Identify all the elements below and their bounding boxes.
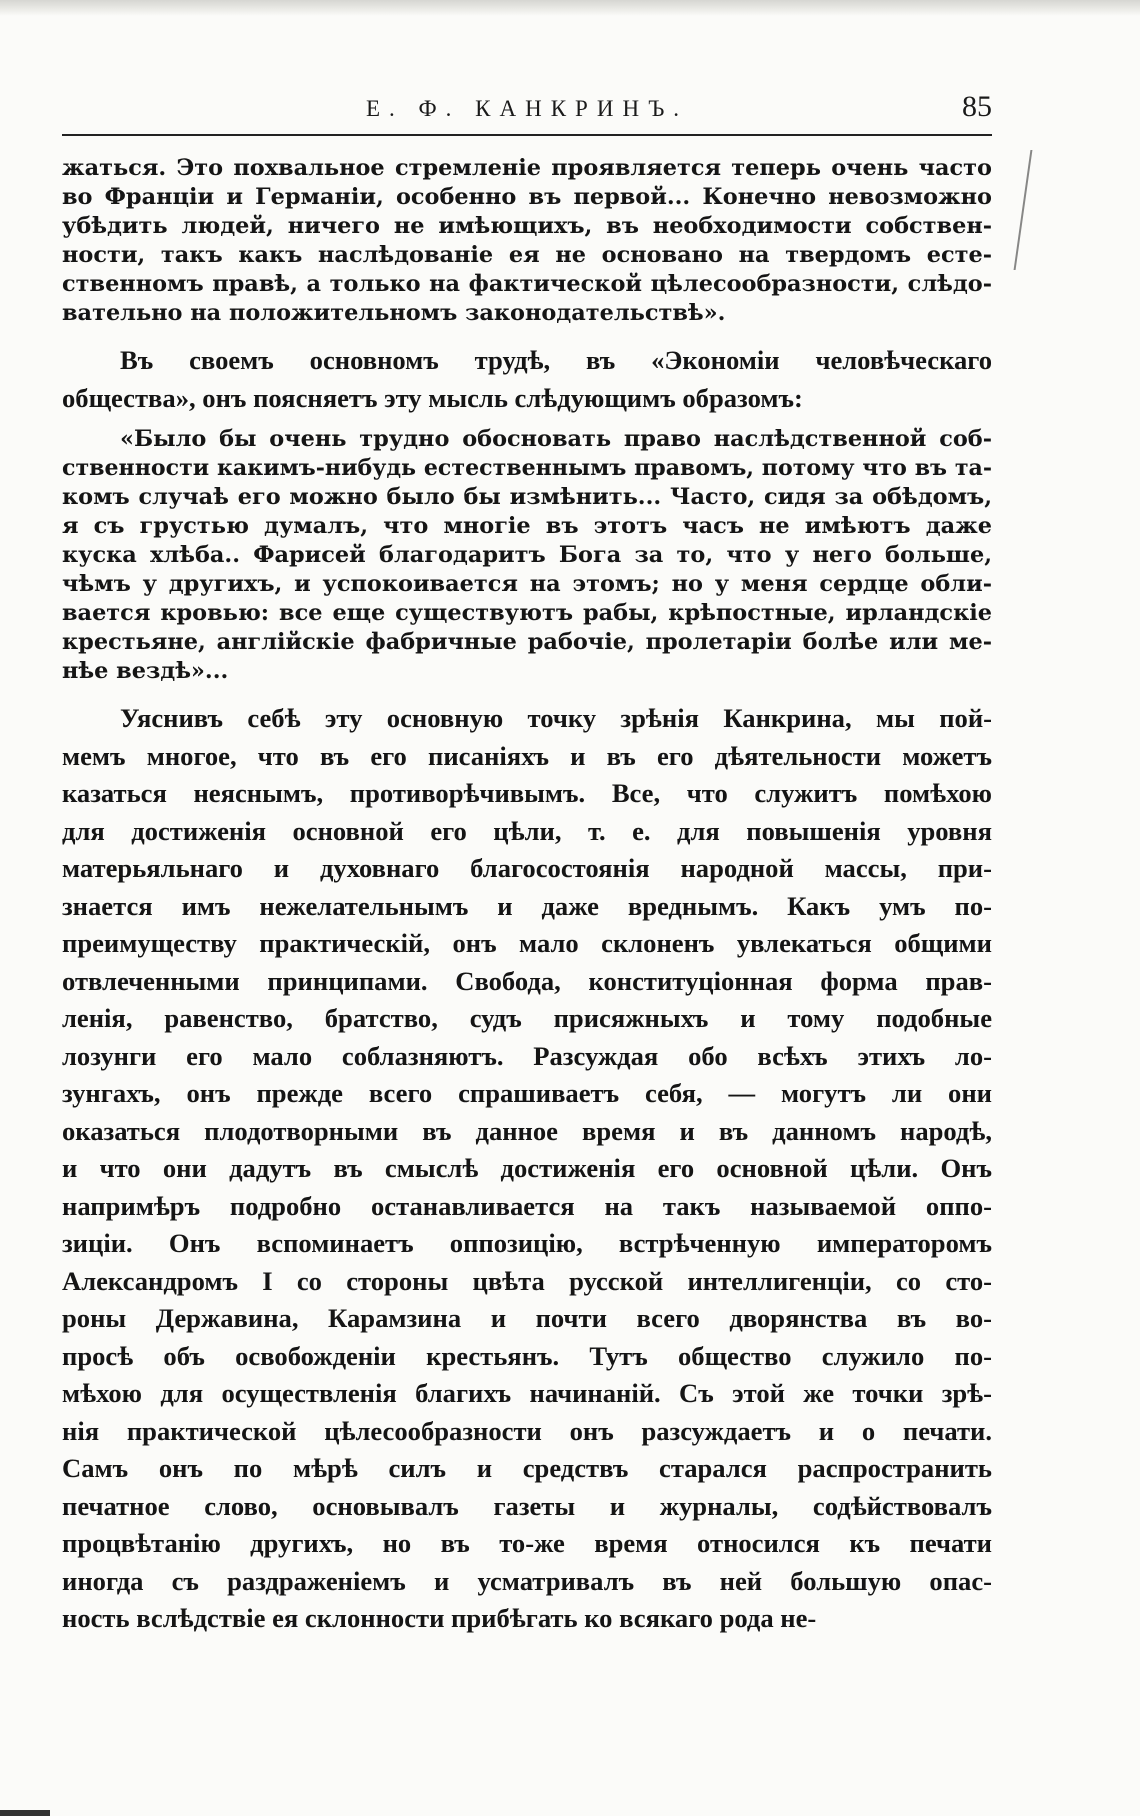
text-line: комъ случаѣ его можно было бы измѣнить... Часто, сидя за обѣдомъ, bbox=[62, 484, 992, 510]
text-line: печатное слово, основывалъ газеты и журналы, содѣйствовалъ bbox=[62, 1490, 992, 1521]
text-line: мемъ многое, что въ его писаніяхъ и въ его дѣятельности можетъ bbox=[62, 740, 992, 771]
text-line: Александромъ I со стороны цвѣта русской интеллигенціи, со сто- bbox=[62, 1265, 992, 1296]
text-line: Въ своемъ основномъ трудѣ, въ «Экономіи человѣческаго bbox=[120, 345, 992, 375]
text-line: мѣхою для осуществленія благихъ начинаній. Съ этой же точки зрѣ- bbox=[62, 1378, 992, 1408]
text-line: я съ грустью думалъ, что многіе въ этотъ часъ не имѣютъ даже bbox=[62, 513, 992, 539]
text-line: оказаться плодотворными въ данное время и въ данномъ народѣ, bbox=[62, 1115, 992, 1146]
text-line: ности, такъ какъ наслѣдованіе ея не основано на твердомъ есте- bbox=[62, 242, 992, 268]
text-line: знается имъ нежелательнымъ и даже вреднымъ. Какъ умъ по- bbox=[62, 890, 992, 921]
text-line: убѣдить людей, ничего не имѣющихъ, въ необходимости собствен- bbox=[62, 213, 992, 239]
text-line: преимуществу практическій, онъ мало склоненъ увлекаться общими bbox=[62, 928, 992, 958]
text-line: вательно на положительномъ законодательствѣ». bbox=[62, 300, 726, 326]
text-line: во Франціи и Германіи, особенно въ первой... Конечно невозможно bbox=[62, 184, 992, 210]
text-line: зунгахъ, онъ прежде всего спрашиваетъ себя, — могутъ ли они bbox=[62, 1078, 992, 1108]
text-line: общества», онъ поясняетъ эту мысль слѣдующимъ образомъ: bbox=[62, 382, 803, 413]
text-line: и что они дадутъ въ смыслѣ достиженія его основной цѣли. Онъ bbox=[62, 1153, 992, 1183]
paragraph-2 bbox=[62, 342, 992, 417]
margin-pencil-mark bbox=[1014, 150, 1047, 270]
text-line: нія практической цѣлесообразности онъ разсуждаетъ и о печати. bbox=[62, 1415, 992, 1446]
text-line: для достиженія основной его цѣли, т. е. для повышенія уровня bbox=[62, 815, 992, 846]
text-line: просѣ объ освобожденіи крестьянъ. Тутъ общество служило по- bbox=[62, 1340, 992, 1371]
page-number: 85 bbox=[962, 90, 992, 123]
text-line: матерьяльнаго и духовнаго благосостоянія народной массы, при- bbox=[62, 853, 992, 883]
text-line: напримѣръ подробно останавливается на такъ называемой оппо- bbox=[62, 1190, 992, 1221]
paragraph-1 bbox=[62, 154, 992, 328]
text-line: чѣмъ у другихъ, и успокоивается на этомъ; но у меня сердце обли- bbox=[62, 571, 992, 597]
paragraph-4 bbox=[62, 700, 992, 1638]
scan-corner-mark bbox=[0, 1780, 50, 1816]
text-line: Самъ онъ по мѣрѣ силъ и средствъ старался распространить bbox=[62, 1453, 992, 1483]
body-text bbox=[62, 154, 992, 1638]
text-line: зиціи. Онъ вспоминаетъ оппозицію, встрѣченную императоромъ bbox=[62, 1228, 992, 1258]
text-line: иногда съ раздраженіемъ и усматривалъ въ ней большую опас- bbox=[62, 1565, 992, 1596]
text-line: куска хлѣба.. Фарисей благодаритъ Бога за то, что у него больше, bbox=[62, 542, 992, 568]
text-line: ленія, равенство, братство, судъ присяжныхъ и тому подобные bbox=[62, 1003, 992, 1033]
text-line: ственности какимъ-нибудь естественнымъ правомъ, потому что въ та- bbox=[62, 455, 992, 481]
paragraph-3 bbox=[62, 425, 992, 686]
text-line: жаться. Это похвальное стремленіе проявляется теперь очень часто bbox=[62, 155, 992, 181]
text-line: отвлеченными принципами. Свобода, конституціонная форма прав- bbox=[62, 965, 992, 996]
text-line: казаться неяснымъ, противорѣчивымъ. Все, что служитъ помѣхою bbox=[62, 778, 992, 808]
text-line: вается кровью: все еще существуютъ рабы, крѣпостные, ирландскіе bbox=[62, 600, 992, 626]
scan-edge-shadow bbox=[0, 0, 1140, 16]
text-line: нѣе вездѣ»... bbox=[62, 658, 229, 684]
text-line: ность вслѣдствіе ея склонности прибѣгать ко всякаго рода не- bbox=[62, 1603, 817, 1633]
page-header bbox=[62, 90, 992, 136]
running-title: Е. Ф. КАНКРИНЪ. bbox=[365, 96, 689, 121]
text-line: лозунги его мало соблазняютъ. Разсуждая обо всѣхъ этихъ ло- bbox=[62, 1040, 992, 1071]
book-page bbox=[62, 90, 992, 1638]
text-line: Уяснивъ себѣ эту основную точку зрѣнія Канкрина, мы пой- bbox=[120, 703, 992, 733]
text-line: роны Державина, Карамзина и почти всего дворянства въ во- bbox=[62, 1303, 992, 1333]
text-line: ственномъ правѣ, а только на фактической цѣлесообразности, слѣдо- bbox=[62, 271, 992, 297]
text-line: «Было бы очень трудно обосновать право наслѣдственной соб- bbox=[120, 426, 992, 452]
text-line: крестьяне, англійскіе фабричные рабочіе, пролетаріи болѣе или ме- bbox=[62, 629, 992, 655]
text-line: процвѣтанію другихъ, но въ то-же время относился къ печати bbox=[62, 1528, 992, 1558]
